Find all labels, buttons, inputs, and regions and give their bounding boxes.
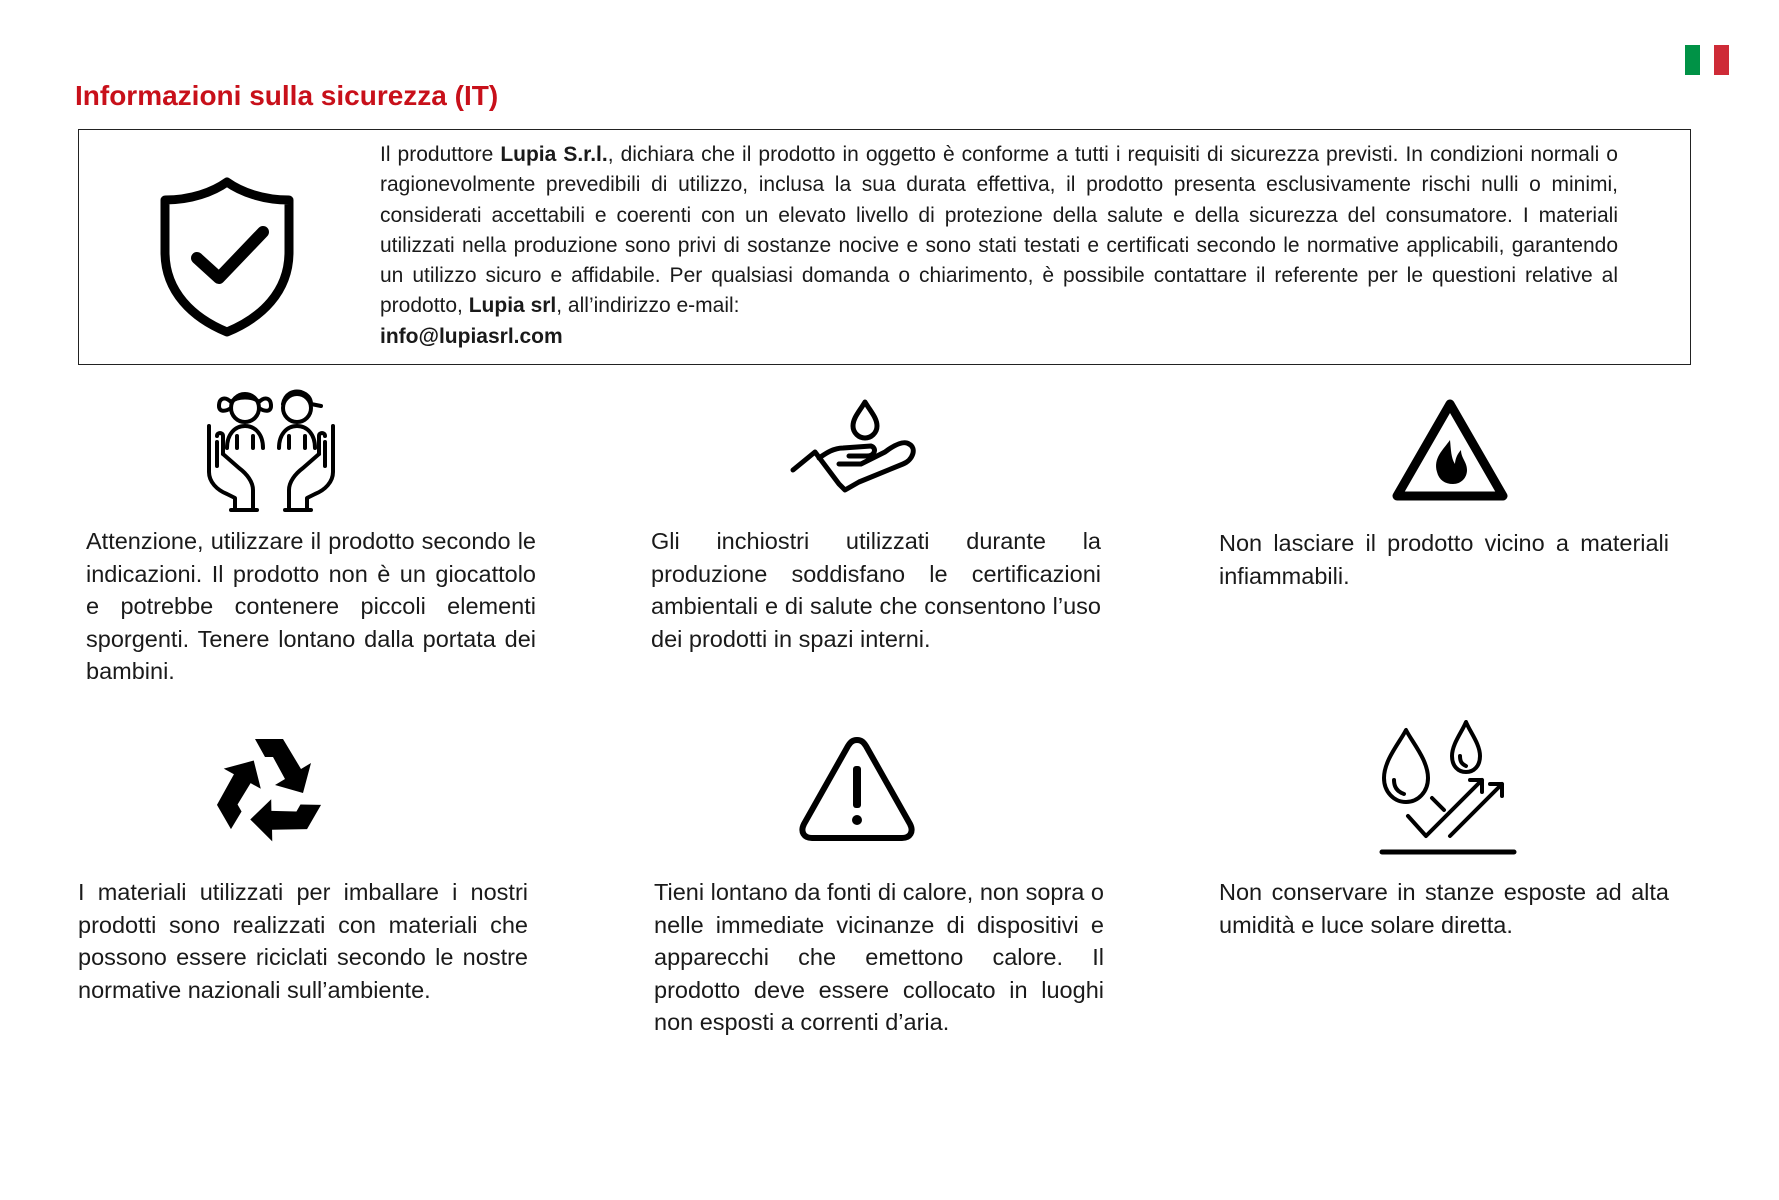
- children-hands-icon: [201, 386, 341, 512]
- flag-red-stripe: [1714, 45, 1729, 75]
- hand-water-drop-icon: [789, 398, 925, 498]
- card-text: Attenzione, utilizzare il prodotto secondo le indicazioni. Il prodotto non è un giocattolo e potrebbe contenere piccoli elementi sporgenti. Tenere lontano dalla portata dei bambini.: [86, 528, 536, 684]
- humidity-drops-icon: [1378, 720, 1518, 856]
- flag-white-stripe: [1700, 45, 1715, 75]
- flammable-warning-icon: [1389, 396, 1511, 504]
- company-name: Lupia S.r.l.: [500, 143, 608, 166]
- shield-check-icon: [155, 174, 299, 338]
- contact-suffix: , all’indirizzo e-mail:: [556, 294, 740, 318]
- card-text: Non lasciare il prodotto vicino a materiali infiammabili.: [1219, 530, 1669, 589]
- recycle-icon: [206, 725, 332, 851]
- intro-prefix: Il produttore: [380, 143, 501, 166]
- italy-flag-icon: [1685, 45, 1729, 75]
- card-text: Gli inchiostri utilizzati durante la produzione soddisfano le certificazioni ambientali e di salute che consentono l’uso dei prodotti in spazi interni.: [651, 528, 1101, 652]
- safety-declaration-text: [380, 140, 1618, 352]
- contact-name: Lupia srl: [468, 294, 557, 318]
- intro-body: , dichiara che il prodotto in oggetto è conforme a tutti i requisiti di sicurezza previsti. In condizioni normali o ragionevolmente prevedibili di utilizzo, inclusa la sua durata effettiva, il prodotto presenta esclusivamente rischi nulli o minimi, considerati accettabili e coerenti con un elevato livello di protezione della salute e della sicurezza del consumatore. I materiali utilizzati nella produzione sono privi di sostanze nocive e sono stati testati e certificati secondo le normative applicabili, garantendo un utilizzo sicuro e affidabile. Per qualsiasi domanda o chiarimento, è possibile contattare il referente per le questioni relative al prodotto,: [380, 143, 1618, 318]
- card-text: Non conservare in stanze esposte ad alta umidità e luce solare diretta.: [1219, 879, 1669, 938]
- card-text: Tieni lontano da fonti di calore, non sopra o nelle immediate vicinanze di dispositivi e apparecchi che emettono calore. Il prodotto deve essere collocato in luoghi non esposti a correnti d’aria.: [654, 879, 1104, 1035]
- card-text: I materiali utilizzati per imballare i nostri prodotti sono realizzati con materiali che possono essere riciclati secondo le nostre normative nazionali sull’ambiente.: [78, 879, 528, 1003]
- contact-email: info@lupiasrl.com: [380, 324, 563, 348]
- safety-declaration-box: [78, 129, 1691, 365]
- warning-exclamation-icon: [796, 732, 918, 844]
- flag-green-stripe: [1685, 45, 1700, 75]
- page-title: Informazioni sulla sicurezza (IT): [75, 80, 499, 111]
